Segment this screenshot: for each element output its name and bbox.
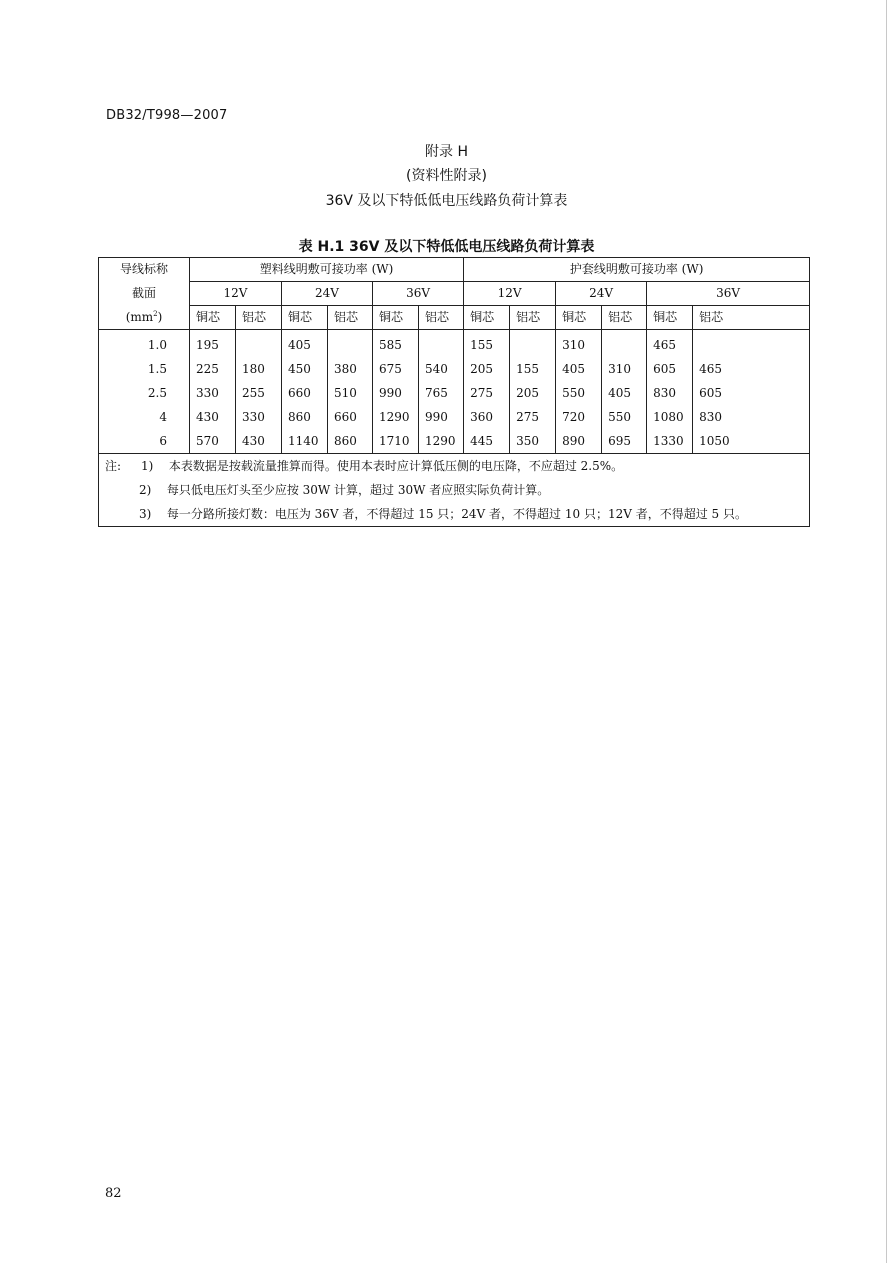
- table-cell: 1290: [373, 405, 419, 429]
- table-cell: 465: [647, 330, 693, 358]
- table-cell: 1330: [647, 429, 693, 454]
- table-cell: 1290: [419, 429, 464, 454]
- header-row-groups: [99, 258, 810, 282]
- table-cell: 225: [190, 357, 236, 381]
- table-row: [99, 357, 810, 381]
- table-cell: [602, 330, 647, 358]
- table-cell: 445: [464, 429, 510, 454]
- note-text: 本表数据是按载流量推算而得。使用本表时应计算低压侧的电压降，不应超过 2.5%。: [168, 459, 624, 473]
- voltage-header: 36V: [373, 282, 464, 306]
- note-text: 每一分路所接灯数：电压为 36V 者，不得超过 15 只；24V 者，不得超过 10 只；12V 者，不得超过 5 只。: [166, 507, 747, 521]
- table-cell: 180: [236, 357, 282, 381]
- table-cell: 660: [282, 381, 328, 405]
- table-cell: [693, 330, 810, 358]
- table-cell: 695: [602, 429, 647, 454]
- note-row: [99, 502, 810, 527]
- core-header: 铜芯: [282, 306, 328, 330]
- voltage-header: 36V: [647, 282, 810, 306]
- table-cell: 330: [190, 381, 236, 405]
- table-cell: 675: [373, 357, 419, 381]
- appendix-title: 附录 H: [425, 144, 468, 160]
- table-cell: 720: [556, 405, 602, 429]
- table-cell: 430: [236, 429, 282, 454]
- table-cell: 830: [693, 405, 810, 429]
- table-cell: 660: [328, 405, 373, 429]
- document-code: DB32/T998—2007: [106, 108, 228, 123]
- note-prefix: 注:: [105, 459, 122, 473]
- group-header-plastic: 塑料线明敷可接功率 (W): [190, 258, 464, 282]
- table-cell: 605: [647, 357, 693, 381]
- note-item: [99, 478, 810, 502]
- table-cell: 205: [464, 357, 510, 381]
- table-cell: 155: [510, 357, 556, 381]
- core-header: 铝芯: [236, 306, 282, 330]
- table-cell: 350: [510, 429, 556, 454]
- table-caption: 表 H.1 36V 及以下特低低电压线路负荷计算表: [298, 239, 595, 255]
- row-section: 2.5: [99, 381, 190, 405]
- table-cell: 310: [556, 330, 602, 358]
- note-row: [99, 478, 810, 502]
- table-cell: 275: [510, 405, 556, 429]
- table-cell: 155: [464, 330, 510, 358]
- table-cell: 380: [328, 357, 373, 381]
- header-row-cores: [99, 306, 810, 330]
- note-text: 每只低电压灯头至少应按 30W 计算，超过 30W 者应照实际负荷计算。: [166, 483, 550, 497]
- table-cell: 605: [693, 381, 810, 405]
- table-row: [99, 405, 810, 429]
- table-cell: 510: [328, 381, 373, 405]
- table-cell: 450: [282, 357, 328, 381]
- table-row: [99, 330, 810, 358]
- table-cell: [419, 330, 464, 358]
- row-section: 6: [99, 429, 190, 454]
- core-header: 铜芯: [373, 306, 419, 330]
- table-cell: 830: [647, 381, 693, 405]
- left-header-unit: $(mm^2)$: [99, 306, 190, 330]
- core-header: 铝芯: [510, 306, 556, 330]
- note-number: 3): [139, 507, 152, 521]
- table-cell: 585: [373, 330, 419, 358]
- voltage-header: 24V: [282, 282, 373, 306]
- table-cell: 360: [464, 405, 510, 429]
- row-section: 1.5: [99, 357, 190, 381]
- table-cell: 430: [190, 405, 236, 429]
- table-cell: 405: [282, 330, 328, 358]
- core-header: 铜芯: [556, 306, 602, 330]
- header-row-voltages: [99, 282, 810, 306]
- appendix-type: (资料性附录): [406, 168, 487, 184]
- core-header: 铝芯: [419, 306, 464, 330]
- row-section: 4: [99, 405, 190, 429]
- table-cell: [236, 330, 282, 358]
- table-row: [99, 429, 810, 454]
- table-cell: 1050: [693, 429, 810, 454]
- table-cell: 1080: [647, 405, 693, 429]
- table-cell: 890: [556, 429, 602, 454]
- table-cell: 275: [464, 381, 510, 405]
- table-cell: [510, 330, 556, 358]
- voltage-header: 12V: [464, 282, 556, 306]
- table-cell: 550: [602, 405, 647, 429]
- group-header-sheathed: 护套线明敷可接功率 (W): [464, 258, 810, 282]
- left-header-line2: 截面: [99, 282, 190, 306]
- table-cell: 860: [328, 429, 373, 454]
- table-cell: 405: [602, 381, 647, 405]
- load-calculation-table: [98, 257, 810, 527]
- left-header-line1: 导线标称: [99, 258, 190, 282]
- table-row: [99, 381, 810, 405]
- note-item: [99, 454, 810, 479]
- page-number: 82: [105, 1186, 122, 1201]
- row-section: 1.0: [99, 330, 190, 358]
- appendix-subject: 36V 及以下特低低电压线路负荷计算表: [325, 193, 568, 209]
- core-header: 铜芯: [647, 306, 693, 330]
- core-header: 铝芯: [328, 306, 373, 330]
- note-number: 1): [141, 459, 154, 473]
- core-header: 铝芯: [693, 306, 810, 330]
- table-cell: 550: [556, 381, 602, 405]
- table-cell: [328, 330, 373, 358]
- note-number: 2): [139, 483, 152, 497]
- table-cell: 310: [602, 357, 647, 381]
- table-cell: 255: [236, 381, 282, 405]
- core-header: 铜芯: [190, 306, 236, 330]
- table-cell: 405: [556, 357, 602, 381]
- table-cell: 1710: [373, 429, 419, 454]
- table-cell: 465: [693, 357, 810, 381]
- table-cell: 195: [190, 330, 236, 358]
- note-item: [99, 502, 810, 527]
- table-cell: 205: [510, 381, 556, 405]
- core-header: 铝芯: [602, 306, 647, 330]
- note-row: [99, 454, 810, 479]
- table-cell: 1140: [282, 429, 328, 454]
- table-cell: 990: [419, 405, 464, 429]
- voltage-header: 24V: [556, 282, 647, 306]
- table-cell: 860: [282, 405, 328, 429]
- core-header: 铜芯: [464, 306, 510, 330]
- voltage-header: 12V: [190, 282, 282, 306]
- table-cell: 765: [419, 381, 464, 405]
- table-cell: 330: [236, 405, 282, 429]
- table-cell: 570: [190, 429, 236, 454]
- table-cell: 540: [419, 357, 464, 381]
- table-cell: 990: [373, 381, 419, 405]
